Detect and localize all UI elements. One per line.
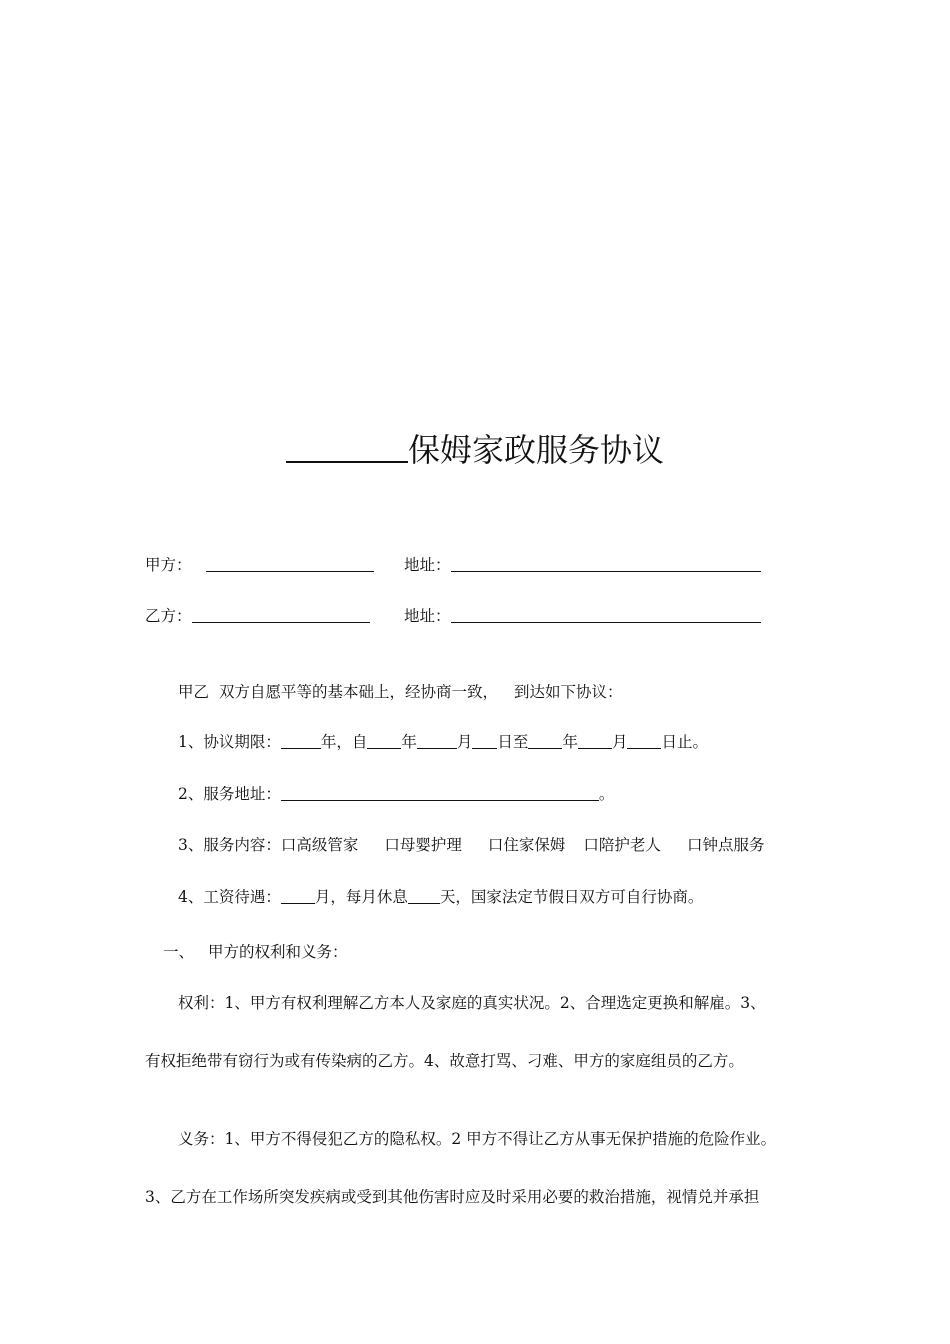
start-day-blank [472, 733, 497, 749]
duties-line-1: 义务：1、甲方不得侵犯乙方的隐私权。2 甲方不得让乙方从事无保护措施的危险作业。 [178, 1130, 777, 1148]
party-b-line [145, 604, 370, 628]
party-b-address-blank [451, 607, 761, 623]
option-butler: 口高级管家 [280, 836, 359, 854]
intro-paragraph: 甲乙 双方自愿平等的基本础上，经协商一致， 到达如下协议： [178, 683, 623, 701]
item-service-address: 2、服务地址： 。 [178, 785, 615, 803]
item-salary: 4、工资待遇： 月，每月休息 天，国家法定节假日双方可自行协商。 [178, 888, 704, 906]
term-years-blank [281, 733, 321, 749]
end-year-blank [528, 733, 562, 749]
option-maternity-care: 口母婴护理 [384, 836, 462, 854]
salary-blank [281, 888, 315, 904]
title-blank [286, 431, 408, 463]
end-month-blank [578, 733, 612, 749]
party-b-label: 乙方： [145, 607, 192, 625]
party-a-line [145, 553, 374, 577]
rights-line-2: 有权拒绝带有窃行为或有传染病的乙方。4、故意打骂、刁难、甲方的家庭组员的乙方。 [145, 1052, 744, 1070]
service-address-blank [281, 785, 599, 801]
start-month-blank [417, 733, 457, 749]
start-year-blank [367, 733, 401, 749]
party-a-address-line [404, 553, 761, 577]
party-a-address-blank [451, 556, 761, 572]
party-b-name-blank [192, 607, 370, 623]
party-b-address-line [404, 604, 761, 628]
rest-days-blank [408, 888, 440, 904]
party-a-label: 甲方： [145, 556, 192, 574]
duties-line-2: 3、乙方在工作场所突发疾病或受到其他伤害时应及时采用必要的救治措施，视情兑并承担 [145, 1188, 760, 1206]
party-a-address-label: 地址： [404, 556, 451, 574]
party-b-address-label: 地址： [404, 607, 451, 625]
item-term: 1、协议期限： 年，自 年 月 日至 年 月 日止。 [178, 733, 708, 751]
option-live-in-nanny: 口住家保姆 [487, 836, 566, 854]
party-a-name-blank [206, 556, 374, 572]
document-title: 保姆家政服务协议 [0, 428, 950, 472]
option-elder-care: 口陪护老人 [583, 836, 661, 854]
item-service-content: 3、服务内容：口高级管家 口母婴护理 口住家保姆 口陪护老人 口钟点服务 [178, 836, 765, 854]
option-hourly-service: 口钟点服务 [686, 836, 765, 854]
rights-line-1: 权利：1、甲方有权利理解乙方本人及家庭的真实状况。2、合理选定更换和解雇。3、 [178, 994, 766, 1012]
end-day-blank [627, 733, 661, 749]
section-heading-party-a: 一、 甲方的权利和义务： [163, 943, 348, 961]
